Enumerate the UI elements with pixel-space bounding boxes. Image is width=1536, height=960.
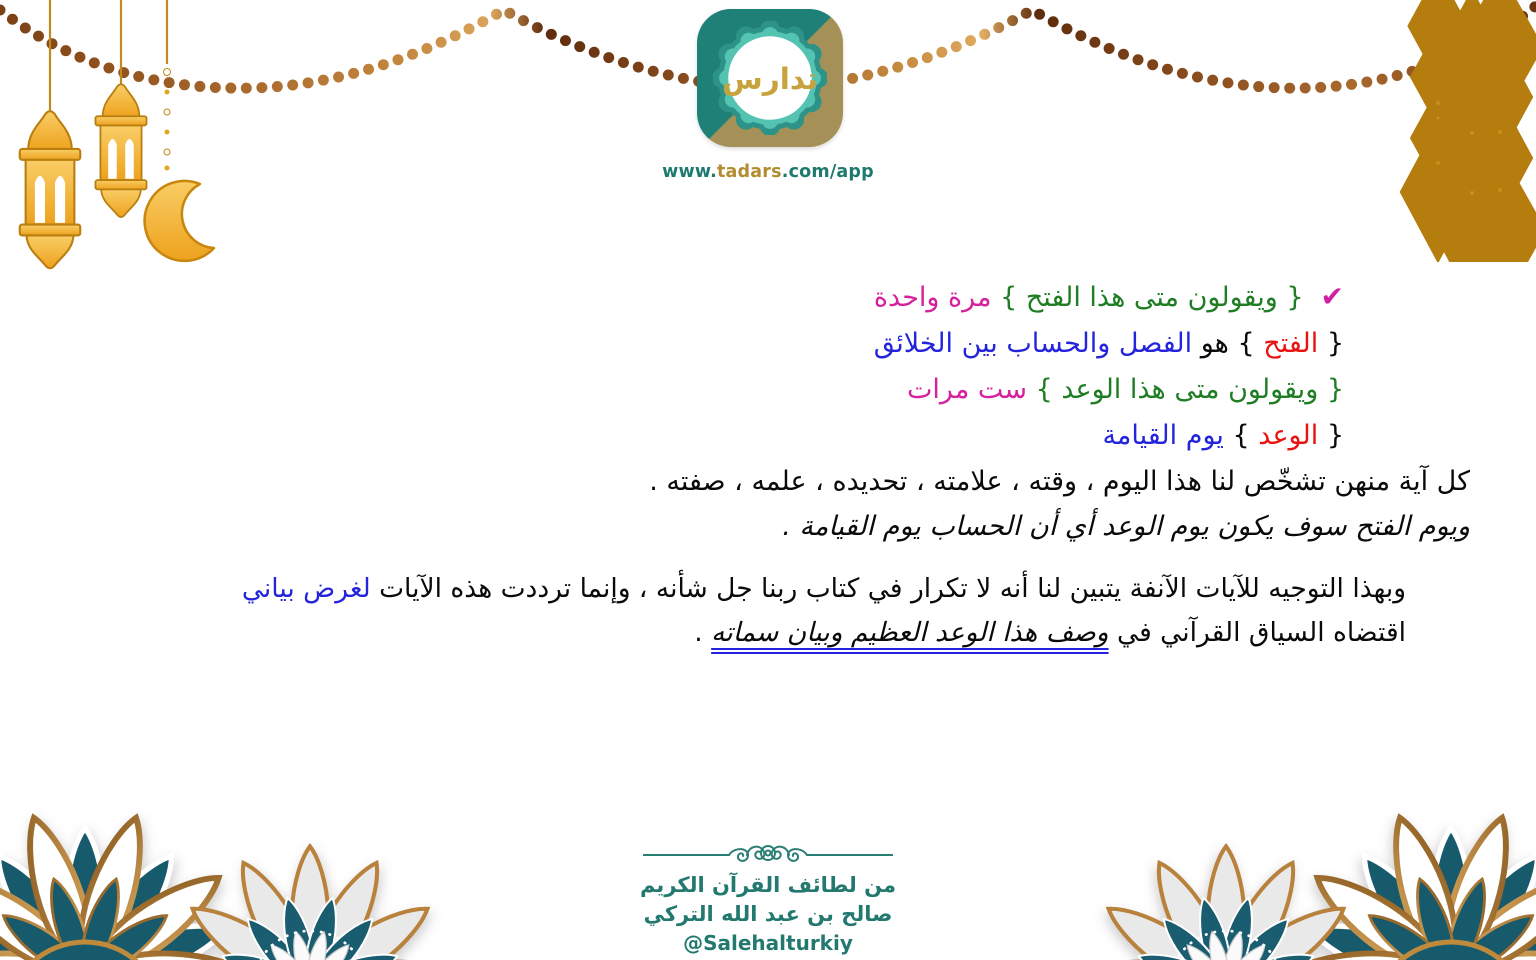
text-segment: مرة واحدة — [873, 282, 992, 313]
text-line — [649, 504, 1470, 549]
logo-calligraphy: تدارس — [722, 62, 818, 97]
footer-social-handle: @Salehalturkiy — [683, 931, 853, 955]
lanterns-and-crescent-decoration — [0, 0, 250, 312]
text-line — [874, 367, 1344, 413]
text-segment: } — [1223, 420, 1259, 451]
website-url — [0, 162, 1536, 182]
text-segment: الفصل والحساب بين الخلائق — [873, 328, 1193, 359]
text-line — [242, 567, 1406, 611]
flower-ornament-icon — [0, 740, 560, 960]
flower-ornament-icon — [976, 740, 1536, 960]
bullet-list — [874, 274, 1344, 459]
text-segment: { — [1318, 420, 1344, 451]
text-segment: وصف هذا الوعد العظيم وبيان سماته — [711, 617, 1109, 648]
text-segment: الفتح — [1263, 328, 1319, 359]
text-line — [874, 321, 1344, 367]
body-text — [649, 459, 1470, 549]
url-prefix: www. — [662, 162, 717, 182]
text-segment: لغرض بياني — [241, 573, 371, 604]
text-segment: ست مرات — [907, 374, 1027, 405]
text-segment: } هو — [1192, 328, 1264, 359]
text-segment: اقتضاه السياق القرآني في — [1108, 617, 1406, 648]
lantern-icon — [20, 111, 80, 268]
text-segment: كل آية منهن تشخّص لنا هذا اليوم ، وقته ، علامته ، تحديده ، علمه ، صفته . — [649, 466, 1470, 497]
footer-series-title: من لطائف القرآن الكريم — [639, 873, 897, 897]
check-icon: ✔ — [1320, 280, 1344, 313]
logo-badge-icon — [713, 21, 827, 135]
text-segment: وبهذا التوجيه للآيات الآنفة يتبين لنا أنه لا تكرار في كتاب ربنا جل شأنه ، وإنما ترددت هذه الآيات — [370, 573, 1406, 604]
text-segment: الوعد — [1258, 420, 1319, 451]
text-segment: { — [1318, 328, 1344, 359]
text-line — [242, 611, 1406, 655]
footer-author: صالح بن عبد الله التركي — [643, 902, 893, 926]
text-segment: يوم القيامة — [1102, 420, 1224, 451]
app-logo — [697, 9, 843, 147]
url-domain: tadars — [716, 162, 782, 182]
footer — [598, 843, 938, 958]
bead-string-icon — [164, 69, 171, 171]
text-line — [649, 459, 1470, 504]
url-suffix: .com/app — [781, 162, 874, 182]
closing-paragraph — [242, 567, 1406, 655]
text-segment: { ويقولون متى هذا الوعد } — [1027, 374, 1344, 405]
ornamental-divider-icon — [643, 843, 893, 867]
text-segment: ويوم الفتح سوف يكون يوم الوعد أي أن الحساب يوم القيامة . — [782, 511, 1470, 542]
hanging-diamonds-decoration — [1390, 0, 1536, 262]
text-segment: { ويقولون متى هذا الفتح } — [991, 282, 1304, 313]
text-line — [874, 413, 1344, 459]
text-line — [874, 274, 1344, 321]
lantern-icon — [95, 84, 146, 217]
crescent-moon-icon — [145, 181, 214, 261]
text-segment: . — [694, 617, 712, 648]
